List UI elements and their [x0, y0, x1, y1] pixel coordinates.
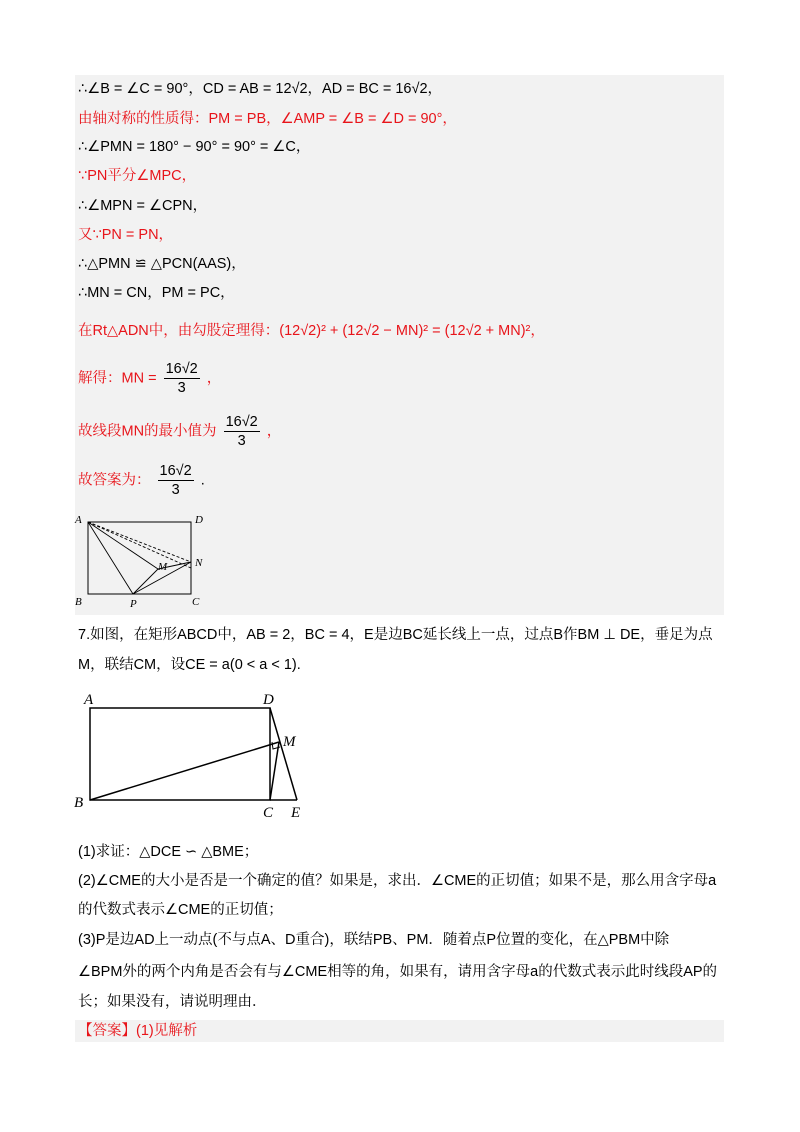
- solution-line-6: 又∵PN = PN，: [78, 227, 174, 243]
- segment-pm: [133, 569, 158, 594]
- fraction: [224, 413, 260, 450]
- rectangle-abcd: [90, 708, 270, 800]
- solution-line-1: ∴∠B = ∠C = 90°，CD = AB = 12√2，AD = BC = 16√2，: [78, 81, 443, 97]
- solution-line-9: 在Rt△ADN中，由勾股定理得：(12√2)² + (12√2 − MN)² = (12√2 + MN)²，: [78, 323, 545, 339]
- fraction-numerator: 16√2: [225, 414, 258, 430]
- answer-text: (1)见解析: [136, 1023, 198, 1039]
- figure-rectangle-fold: [72, 508, 222, 612]
- question-part-3b: ∠BPM外的两个内角是否会有与∠CME相等的角，如果有，请用含字母a的代数式表示此时线段AP的: [78, 964, 718, 980]
- min-prefix: 故线段MN的最小值为: [78, 423, 217, 440]
- label-e: E: [291, 805, 301, 821]
- label-c: C: [192, 596, 200, 608]
- figure-rectangle-abcd: [72, 690, 312, 822]
- segment-am: [88, 522, 158, 569]
- question-part-2a: (2)∠CME的大小是否是一个确定的值？如果是，求出．∠CME的正切值；如果不是，那么用含字母a: [78, 873, 717, 889]
- fraction-denominator: 3: [171, 482, 180, 498]
- solve-line: [78, 360, 221, 397]
- label-m: M: [283, 734, 296, 750]
- question-part-3a: (3)P是边AD上一动点(不与点A、D重合)，联结PB、PM．随着点P位置的变化，在△PBM中除: [78, 932, 670, 948]
- label-d: D: [195, 514, 203, 526]
- segment-cm: [270, 742, 279, 800]
- question-line-1: 7.如图，在矩形ABCD中，AB = 2，BC = 4，E是边BC延长线上一点，过点B作BM ⊥ DE，垂足为点: [78, 627, 713, 643]
- label-a: A: [75, 514, 82, 526]
- fraction-numerator: 16√2: [159, 463, 192, 479]
- label-c: C: [263, 805, 274, 821]
- label-p: P: [130, 598, 137, 610]
- question-line-2: M，联结CM，设CE = a(0 < a < 1).: [78, 657, 301, 673]
- dashed-an-2: [88, 522, 191, 568]
- solution-line-3: ∴∠PMN = 180° − 90° = 90° = ∠C，: [78, 139, 311, 155]
- fraction: [158, 462, 194, 499]
- min-line: [78, 413, 281, 450]
- segment-ap: [88, 522, 133, 594]
- label-b: B: [75, 596, 82, 608]
- question-part-1: (1)求证：△DCE ∽ △BME；: [78, 844, 259, 860]
- solve-prefix: 解得：MN =: [78, 370, 157, 387]
- fraction-denominator: 3: [177, 380, 186, 396]
- solution-line-2: 由轴对称的性质得：PM = PB，∠AMP = ∠B = ∠D = 90°，: [78, 111, 457, 127]
- answer-line: [78, 462, 205, 499]
- dashed-an: [88, 522, 191, 562]
- solution-line-5: ∴∠MPN = ∠CPN，: [78, 198, 208, 214]
- segment-de: [270, 708, 297, 800]
- solution-line-8: ∴MN = CN，PM = PC，: [78, 285, 235, 301]
- question-part-2b: 的代数式表示∠CME的正切值；: [78, 902, 283, 918]
- solution-line-7: ∴△PMN ≌ △PCN(AAS)，: [78, 256, 246, 272]
- label-n: N: [195, 557, 203, 569]
- answer-line-text: [78, 1021, 197, 1041]
- solution-line-4: ∵PN平分∠MPC，: [78, 168, 197, 184]
- fraction-numerator: 16√2: [165, 361, 198, 377]
- answer-prefix: 故答案为：: [78, 472, 151, 489]
- fraction: [164, 360, 200, 397]
- label-m: M: [158, 561, 168, 573]
- label-a: A: [84, 692, 94, 708]
- label-b: B: [74, 795, 84, 811]
- answer-tag: 【答案】: [78, 1023, 136, 1039]
- segment-bm: [90, 742, 279, 800]
- comma: ，: [206, 370, 222, 387]
- comma: ，: [266, 423, 282, 440]
- label-d: D: [263, 692, 274, 708]
- question-part-3c: 长；如果没有，请说明理由．: [78, 994, 267, 1010]
- period: .: [200, 472, 205, 489]
- fraction-denominator: 3: [237, 433, 246, 449]
